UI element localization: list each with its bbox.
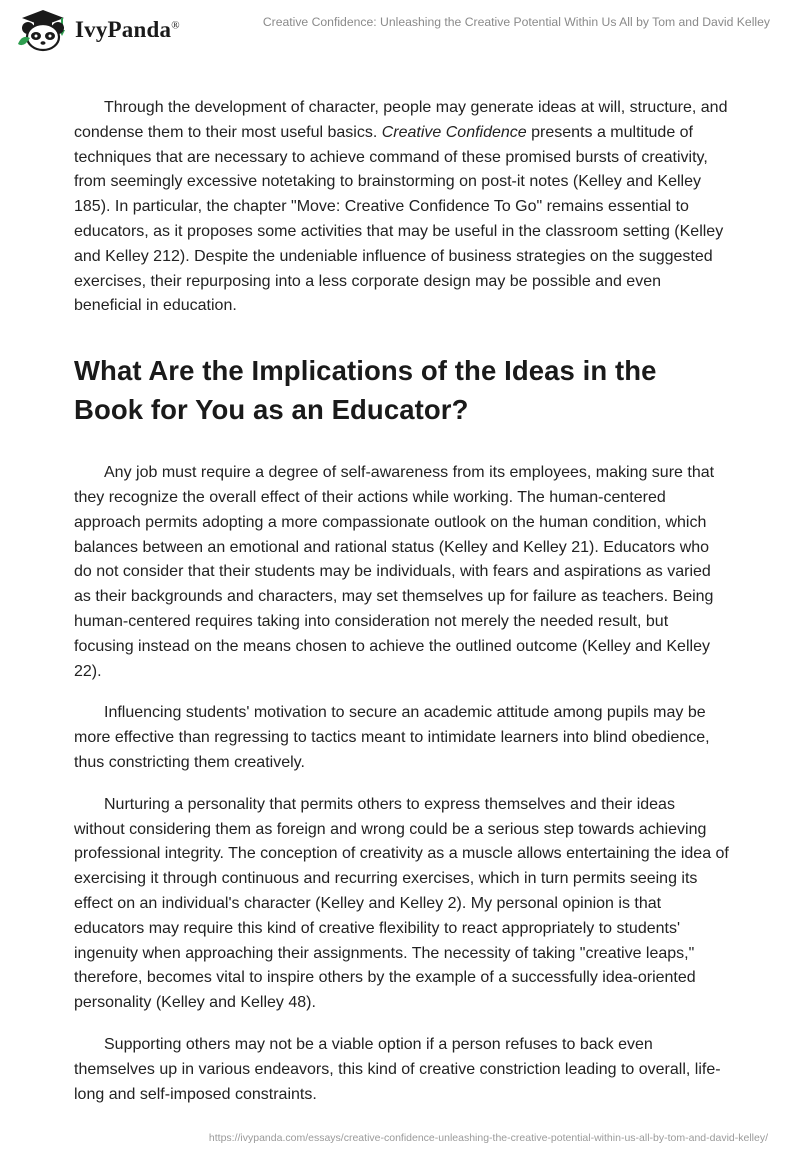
paragraph-motivation: Influencing students' motivation to secure an academic attitude among pupils may be more effective than regressing to tactics meant to intimidate learners into blind obedience, thus constricting them creatively. [74,704,710,771]
ivypanda-logo[interactable] [14,8,180,52]
source-url: https://ivypanda.com/essays/creative-confidence-unleashing-the-creative-potential-within-us-all-by-tom-and-david-kelley/ [208,1132,768,1144]
article-body [74,96,730,1124]
paragraph-supporting-others: Supporting others may not be a viable option if a person refuses to back even themselves up in various endeavors, this kind of creative constriction leading to overall, life-long and self-imposed constraints. [74,1035,721,1103]
document-title: Creative Confidence: Unleashing the Creative Potential Within Us All by Tom and David Kelley [262,15,770,29]
book-title: Creative Confidence [381,123,527,141]
paragraph-character-development: Through the development of character, people may generate ideas at will, structure, and condense them to their most useful basics. Creative Confidence presents a multitude of techniques that are necessary to achieve command of these promised bursts of creativity, from seemingly excessive notetaking to brainstorming on post-it notes (Kelley and Kelley 185). In particular, the chapter "Move: Creative Confidence To Go" remains essential to educators, as it proposes some activities that may be useful in the classroom setting (Kelley and Kelley 212). Despite the undeniable influence of business strategies on the suggested exercises, their repurposing into a less corporate design may be possible and even beneficial in education. [74,99,728,315]
paragraph-self-awareness: Any job must require a degree of self-awareness from its employees, making sure that they recognize the overall effect of their actions while working. The human-centered approach permits adopting a more compassionate outlook on the human condition, which balances between an emotional and rational status (Kelley and Kelley 21). Educators who do not consider that their students may be individuals, with fears and aspirations as varied as their backgrounds and characters, may set themselves up for failure as teachers. Being human-centered requires taking into consideration not merely the needed result, but focusing instead on the means chosen to achieve the outlined outcome (Kelley and Kelley 22). [74,464,715,680]
brand-name: IvyPanda® [75,17,180,42]
panda-graduate-icon [14,8,72,52]
page-header [0,0,800,60]
paragraph-personality: Nurturing a personality that permits others to express themselves and their ideas without considering them as foreign and wrong could be a serious step towards achieving professional integrity. The conception of creativity as a muscle allows entertaining the idea of exercising it through continuous and recurring exercises, which in turn permits seeing its effect on an individual's character (Kelley and Kelley 2). My personal opinion is that educators may require this kind of creative flexibility to react appropriately to students' ingenuity when approaching their assignments. The necessity of taking "creative leaps," therefore, becomes vital to inspire others by the example of a successfully idea-oriented personality (Kelley and Kelley 48). [74,795,729,1012]
section-heading: What Are the Implications of the Ideas in the Book for You as an Educator? [74,355,657,426]
